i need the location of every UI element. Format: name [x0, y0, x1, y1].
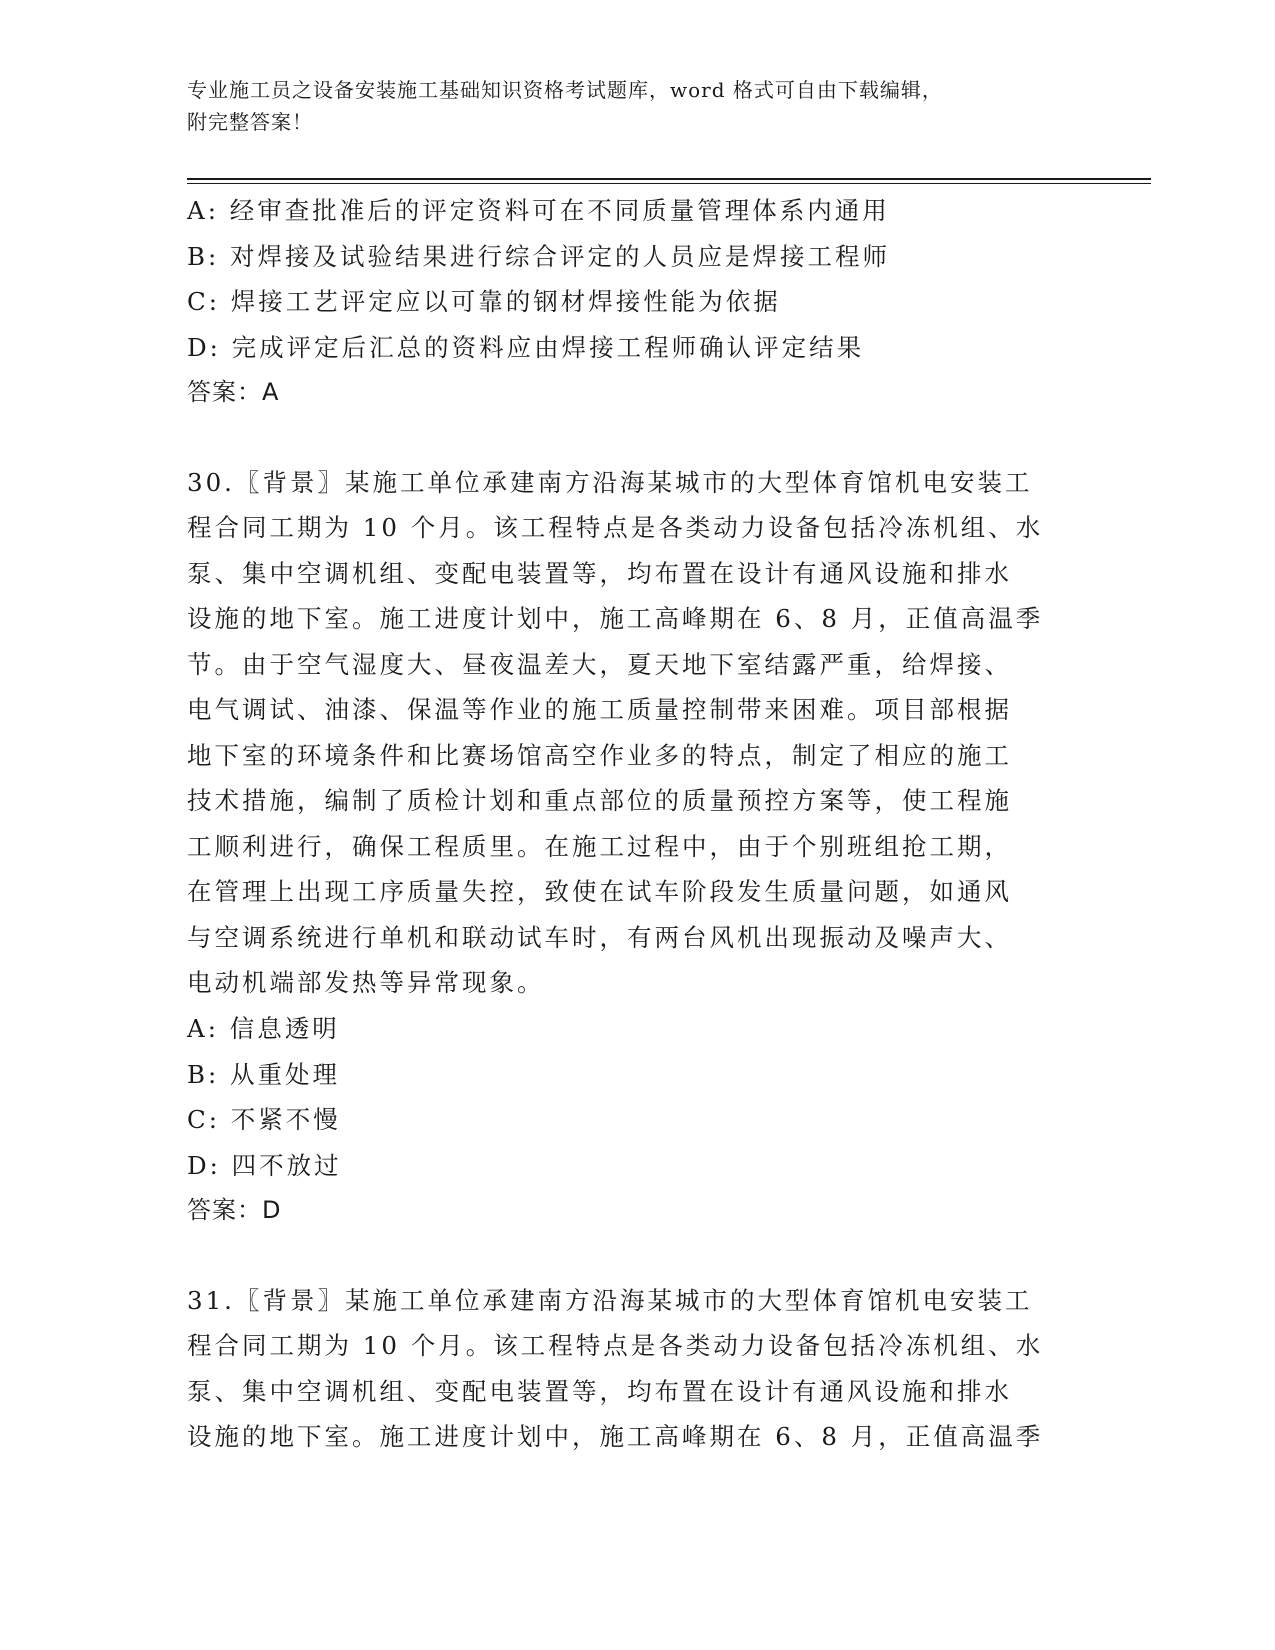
question-text-line: 地下室的环境条件和比赛场馆高空作业多的特点，制定了相应的施工 [187, 740, 1012, 770]
option-d: D: 完成评定后汇总的资料应由焊接工程师确认评定结果 [187, 332, 865, 362]
question-text-line: 电气调试、油漆、保温等作业的施工质量控制带来困难。项目部根据 [187, 695, 1012, 725]
option-c: C: 焊接工艺评定应以可靠的钢材焊接性能为依据 [187, 287, 781, 317]
question-30 [187, 460, 1077, 1234]
question-text-line: 程合同工期为 10 个月。该工程特点是各类动力设备包括冷冻机组、水 [187, 1331, 1044, 1361]
answer-line: 答案：D [187, 1196, 282, 1225]
question-text-line: 工顺利进行，确保工程质里。在施工过程中，由于个别班组抢工期， [187, 831, 1012, 861]
document-body [187, 188, 1077, 1460]
option-b: B: 对焊接及试验结果进行综合评定的人员应是焊接工程师 [187, 241, 891, 271]
spacer [187, 1234, 1077, 1278]
option-a: A: 经审查批准后的评定资料可在不同质量管理体系内通用 [187, 196, 890, 225]
answer-line: 答案：A [187, 378, 280, 407]
question-text-line: 设施的地下室。施工进度计划中，施工高峰期在 6、8 月，正值高温季 [187, 604, 1044, 634]
header-divider [187, 178, 1151, 180]
question-text-line: 电动机端部发热等异常现象。 [187, 968, 545, 998]
question-text-line: 泵、集中空调机组、变配电装置等，均布置在设计有通风设施和排水 [187, 1376, 1012, 1406]
option-c: C: 不紧不慢 [187, 1105, 341, 1135]
question-31 [187, 1278, 1077, 1460]
question-text-line: 31.〖背景〗某施工单位承建南方沿海某城市的大型体育馆机电安装工 [187, 1285, 1033, 1315]
option-a: A: 信息透明 [187, 1013, 340, 1043]
question-text-line: 与空调系统进行单机和联动试车时，有两台风机出现振动及噪声大、 [187, 922, 1012, 952]
previous-question [187, 188, 1077, 416]
question-text-line: 程合同工期为 10 个月。该工程特点是各类动力设备包括冷冻机组、水 [187, 513, 1044, 543]
header-line-2: 附完整答案！ [187, 110, 313, 134]
option-b: B: 从重处理 [187, 1059, 341, 1089]
document-header [187, 74, 1067, 138]
header-divider-thin [187, 183, 1151, 184]
question-text-line: 在管理上出现工序质量失控，致使在试车阶段发生质量问题，如通风 [187, 877, 1012, 907]
question-text-line: 泵、集中空调机组、变配电装置等，均布置在设计有通风设施和排水 [187, 558, 1012, 588]
question-text-line: 30.〖背景〗某施工单位承建南方沿海某城市的大型体育馆机电安装工 [187, 467, 1033, 497]
header-line-1: 专业施工员之设备安装施工基础知识资格考试题库，word 格式可自由下载编辑， [187, 78, 943, 102]
question-text-line: 技术措施，编制了质检计划和重点部位的质量预控方案等，使工程施 [187, 786, 1012, 816]
question-text-line: 节。由于空气湿度大、昼夜温差大，夏天地下室结露严重，给焊接、 [187, 649, 1012, 679]
spacer [187, 416, 1077, 460]
question-text-line: 设施的地下室。施工进度计划中，施工高峰期在 6、8 月，正值高温季 [187, 1422, 1044, 1452]
option-d: D: 四不放过 [187, 1150, 342, 1180]
